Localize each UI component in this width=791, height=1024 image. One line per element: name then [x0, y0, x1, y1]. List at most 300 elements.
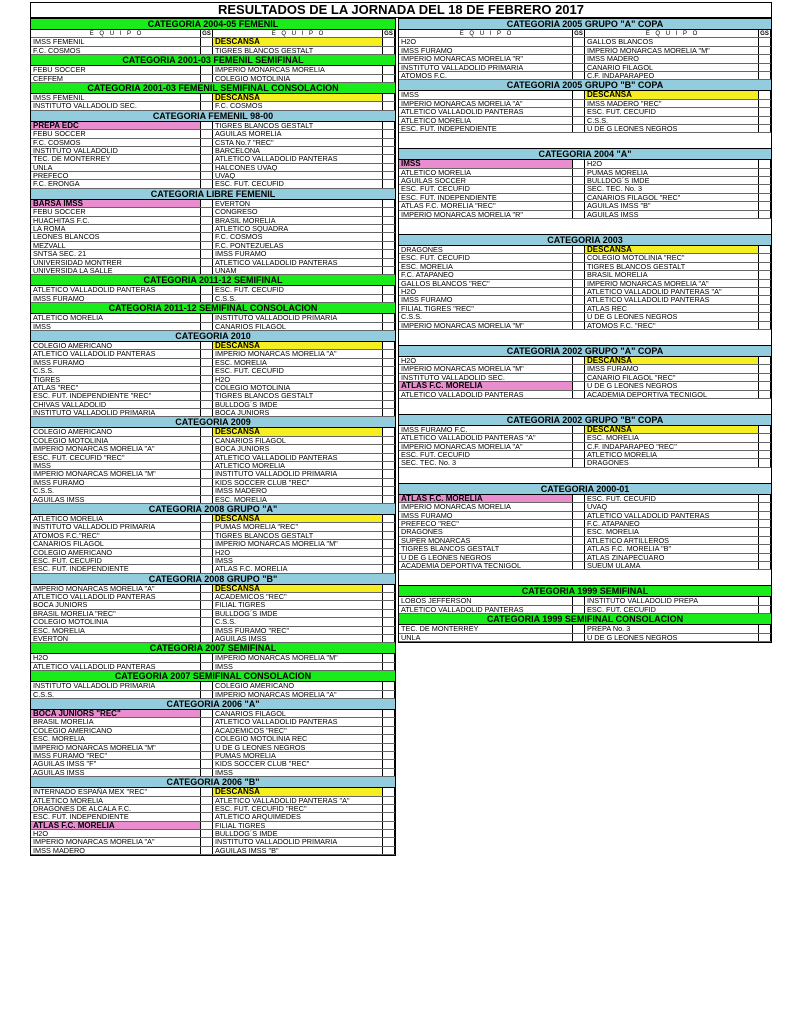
- home-team: IMSS FURAMO: [401, 296, 453, 304]
- away-team: GALLOS BLANCOS: [587, 38, 654, 46]
- goals-cell: [200, 225, 213, 232]
- goals-cell: [200, 47, 213, 54]
- away-team: ATLAS REC: [587, 304, 628, 313]
- goals-cell: [382, 663, 395, 670]
- match-row: [399, 47, 771, 55]
- goals-cell: [758, 296, 771, 303]
- goals-cell: [382, 217, 395, 224]
- goals-cell: [382, 718, 395, 725]
- match-row: [31, 752, 395, 760]
- goals-cell: [200, 155, 213, 162]
- goals-cell: [382, 532, 395, 539]
- home-team: F.C. ATAPANEO: [401, 271, 454, 279]
- goals-cell: [200, 102, 213, 109]
- match-row: [399, 554, 771, 562]
- goals-cell: [382, 267, 395, 274]
- goals-cell: [382, 286, 395, 293]
- goals-cell: [200, 208, 213, 215]
- goals-cell: [572, 202, 585, 209]
- away-team: DESCANSA: [213, 788, 382, 795]
- goals-cell: [572, 434, 585, 441]
- category-section: [399, 80, 771, 133]
- home-team: IMSS FURAMO "REC": [33, 751, 108, 760]
- match-row: [399, 263, 771, 271]
- home-team: PREPA EDC: [31, 122, 200, 129]
- goals-cell: [572, 91, 585, 98]
- home-team: FEBU SOCCER: [33, 66, 86, 74]
- match-row: [31, 259, 395, 267]
- away-team: FILIAL TIGRES: [215, 601, 266, 609]
- goals-cell: [382, 557, 395, 564]
- match-row: [31, 822, 395, 830]
- category-section: [399, 415, 771, 468]
- goals-cell: [758, 305, 771, 312]
- match-row: [31, 172, 395, 180]
- goals-cell: [758, 47, 771, 54]
- home-team: ATLETICO VALLADOLID PANTERAS: [33, 350, 156, 358]
- home-team: IMPERIO MONARCAS MORELIA "A": [33, 584, 155, 593]
- goals-cell: [382, 710, 395, 717]
- goals-cell: [200, 462, 213, 469]
- home-team: IMPERIO MONARCAS MORELIA "A": [401, 442, 523, 451]
- goals-cell: [200, 654, 213, 661]
- home-team: DRAGONES DE ALCALA F.C.: [33, 804, 132, 813]
- goals-cell: [200, 760, 213, 767]
- category-header: CATEGORIA FEMENIL 98-00: [31, 111, 395, 122]
- goals-cell: [200, 710, 213, 717]
- away-team: C.S.S.: [587, 116, 609, 124]
- goals-cell: [200, 557, 213, 564]
- home-team: ATLAS F.C. MORELIA: [399, 495, 572, 502]
- goals-cell: [382, 805, 395, 812]
- away-team: H2O: [215, 375, 231, 383]
- goals-cell: [382, 155, 395, 162]
- goals-cell: [382, 479, 395, 486]
- home-team: ATLAS F.C. MORELIA: [31, 822, 200, 829]
- match-row: [31, 267, 395, 275]
- category-header: CATEGORIA 2008 GRUPO "B": [31, 574, 395, 585]
- category-section: [31, 55, 395, 83]
- goals-cell: [382, 409, 395, 416]
- category-header: CATEGORIA 2011-12 SEMIFINAL CONSOLACION: [31, 303, 395, 314]
- home-team: BRASIL MORELIA: [33, 718, 94, 726]
- category-header: CATEGORIA 2004 "A": [399, 149, 771, 160]
- home-team: IMSS FURAMO: [33, 478, 85, 487]
- match-row: [31, 392, 395, 400]
- goals-cell: [200, 75, 213, 82]
- section-gap: [399, 570, 771, 586]
- match-row: [399, 117, 771, 125]
- goals-cell: [572, 271, 585, 278]
- goals-cell: [200, 445, 213, 452]
- goals-cell: [382, 200, 395, 207]
- home-team: ATLETICO MORELIA: [33, 514, 104, 523]
- home-team: FEBU SOCCER: [33, 130, 86, 138]
- match-row: [31, 342, 395, 350]
- away-team: IMPERIO MONARCAS MORELIA "A": [215, 690, 337, 698]
- goals-cell: [200, 376, 213, 383]
- section-gap: [399, 219, 771, 235]
- home-team: TIGRES: [33, 375, 61, 383]
- goals-cell: [200, 314, 213, 321]
- goals-cell: [382, 735, 395, 742]
- match-row: [399, 495, 771, 503]
- home-team: INSTITUTO VALLADOLID PRIMARIA: [33, 682, 156, 690]
- away-team: F.C. ATAPANEO: [587, 520, 640, 528]
- goals-cell: [200, 323, 213, 330]
- goals-cell: [382, 428, 395, 435]
- home-team: IMSS FEMENIL: [33, 38, 85, 46]
- match-row: [31, 691, 395, 699]
- home-team: AGUILAS IMSS: [33, 495, 85, 503]
- category-section: [399, 346, 771, 399]
- away-team: KIDS SOCCER CLUB "REC": [215, 478, 310, 487]
- match-row: [399, 537, 771, 545]
- goals-cell: [200, 267, 213, 274]
- goals-cell: [200, 487, 213, 494]
- goals-cell: [382, 445, 395, 452]
- goals-cell: [200, 428, 213, 435]
- goals-cell: [200, 180, 213, 187]
- match-row: [31, 323, 395, 331]
- home-team: INSTITUTO VALLADOLID PRIMARIA: [401, 63, 524, 71]
- home-team: ACADEMIA DEPORTIVA TECNIGOL: [401, 561, 522, 570]
- away-team: ATLETICO VALLADOLID PANTERAS: [215, 155, 338, 163]
- away-team: ATOMOS F.C. "REC": [587, 321, 656, 329]
- away-team: F.C. PONTEZUELAS: [215, 241, 284, 250]
- match-row: [31, 710, 395, 718]
- goals-cell: [758, 382, 771, 389]
- goals-cell: [200, 691, 213, 698]
- away-team: HALCONES UVAQ: [215, 163, 278, 172]
- goals-cell: [758, 554, 771, 561]
- goals-cell: [758, 263, 771, 270]
- goals-cell: [382, 147, 395, 154]
- match-row: [399, 254, 771, 262]
- match-row: [31, 445, 395, 453]
- away-team: ESC. FUT. CECUFID: [587, 108, 656, 116]
- away-team: ESC. MORELIA: [215, 358, 267, 367]
- goals-cell: [758, 160, 771, 167]
- home-team: ESC. FUT. INDEPENDIENTE: [401, 124, 497, 133]
- home-team: ATLETICO VALLADOLID PANTERAS: [33, 662, 156, 671]
- goals-cell: [382, 549, 395, 556]
- category-section: [399, 235, 771, 330]
- match-row: [31, 384, 395, 392]
- goals-cell: [200, 259, 213, 266]
- goals-cell: [200, 359, 213, 366]
- goals-cell: [382, 635, 395, 642]
- home-team: IMPERIO MONARCAS MORELIA "M": [401, 365, 524, 373]
- away-team: C.F. INDAPARAPEO "REC": [587, 442, 677, 451]
- goals-column-header: GS: [200, 30, 213, 37]
- goals-cell: [572, 545, 585, 552]
- goals-cell: [382, 139, 395, 146]
- home-team: ESC. FUT. INDEPENDIENTE: [33, 565, 129, 573]
- away-team: UVAQ: [587, 503, 608, 511]
- goals-cell: [382, 250, 395, 257]
- goals-cell: [382, 744, 395, 751]
- match-row: [31, 830, 395, 838]
- goals-cell: [382, 164, 395, 171]
- away-team: IMPERIO MONARCAS MORELIA "M": [587, 46, 710, 55]
- category-header: CATEGORIA 1999 SEMIFINAL: [399, 586, 771, 597]
- category-section: [399, 586, 771, 614]
- away-team: PREPA No. 3: [587, 625, 631, 633]
- goals-cell: [200, 470, 213, 477]
- match-row: [399, 503, 771, 511]
- match-row: [31, 610, 395, 618]
- goals-cell: [758, 194, 771, 201]
- category-header: CATEGORIA 2002 GRUPO "B" COPA: [399, 415, 771, 426]
- away-team: IMSS MADERO: [587, 55, 639, 63]
- home-team: UNLA: [401, 633, 421, 641]
- goals-cell: [758, 426, 771, 433]
- goals-cell: [572, 288, 585, 295]
- goals-cell: [200, 401, 213, 408]
- goals-cell: [382, 470, 395, 477]
- away-team: BRASIL MORELIA: [215, 216, 276, 225]
- home-team: AGUILAS IMSS "F": [33, 760, 97, 768]
- home-team: C.S.S.: [401, 313, 423, 321]
- goals-cell: [572, 211, 585, 218]
- match-row: [31, 663, 395, 671]
- away-team: EVERTON: [215, 199, 251, 208]
- away-team: ATLETICO ARQUIMEDES: [215, 813, 301, 821]
- away-team: ATLAS F.C. MORELIA: [215, 565, 288, 573]
- goals-cell: [382, 401, 395, 408]
- match-row: [399, 55, 771, 63]
- match-row: [399, 634, 771, 642]
- away-team: DESCANSA: [213, 94, 382, 101]
- away-team: COLEGIO MOTOLINIA: [215, 383, 291, 392]
- goals-cell: [572, 64, 585, 71]
- home-team: ESC. FUT. CECUFID "REC": [33, 453, 125, 462]
- away-team: CANARIO FILAGOL: [587, 63, 654, 71]
- away-team: DESCANSA: [585, 91, 758, 98]
- home-team: ATLETICO VALLADOLID PANTERAS: [33, 286, 156, 294]
- away-team: ATLAS F.C. MORELIA "B": [587, 545, 672, 553]
- goals-cell: [200, 735, 213, 742]
- goals-cell: [758, 125, 771, 132]
- goals-cell: [572, 443, 585, 450]
- away-team: ATLETICO VALLADOLID PANTERAS: [215, 718, 338, 726]
- goals-cell: [758, 246, 771, 253]
- category-header: CATEGORIA 2005 GRUPO "B" COPA: [399, 80, 771, 91]
- goals-cell: [572, 125, 585, 132]
- goals-cell: [572, 177, 585, 184]
- goals-cell: [200, 479, 213, 486]
- away-team: ACADEMICOS "REC": [215, 726, 287, 735]
- goals-cell: [758, 520, 771, 527]
- home-team: COLEGIO MOTOLINIA: [33, 436, 109, 445]
- goals-cell: [200, 172, 213, 179]
- goals-cell: [572, 108, 585, 115]
- home-team: INSTITUTO VALLADOLID PRIMARIA: [33, 523, 156, 531]
- match-row: [31, 565, 395, 573]
- goals-cell: [200, 242, 213, 249]
- goals-cell: [382, 618, 395, 625]
- match-row: [31, 744, 395, 752]
- home-team: UNLA: [33, 163, 53, 172]
- goals-cell: [382, 259, 395, 266]
- match-row: [399, 169, 771, 177]
- goals-cell: [572, 169, 585, 176]
- match-row: [31, 788, 395, 796]
- match-row: [399, 528, 771, 536]
- away-team: DESCANSA: [585, 246, 758, 253]
- match-row: [399, 606, 771, 614]
- goals-cell: [382, 515, 395, 522]
- goals-cell: [200, 392, 213, 399]
- goals-cell: [758, 169, 771, 176]
- away-team: ACADEMIA DEPORTIVA TECNIGOL: [587, 390, 708, 398]
- home-team: MEZVALL: [33, 241, 66, 250]
- goals-cell: [382, 496, 395, 503]
- match-row: [399, 562, 771, 570]
- match-row: [31, 454, 395, 462]
- goals-cell: [758, 185, 771, 192]
- home-team: BOCA JUNIORS "REC": [31, 710, 200, 717]
- goals-cell: [572, 365, 585, 372]
- away-team: H2O: [587, 160, 603, 168]
- match-row: [399, 194, 771, 202]
- goals-cell: [758, 211, 771, 218]
- category-header: CATEGORIA 2001-03 FEMENIL SEMIFINAL CONSOLACION: [31, 83, 395, 94]
- category-header: CATEGORIA 2009: [31, 417, 395, 428]
- goals-cell: [572, 426, 585, 433]
- home-team: ATLETICO VALLADOLID PANTERAS: [33, 593, 156, 601]
- match-row: [31, 540, 395, 548]
- away-team: ATLETICO VALLADOLID PANTERAS: [215, 453, 338, 462]
- category-section: [31, 19, 395, 55]
- match-row: [399, 160, 771, 168]
- goals-cell: [200, 496, 213, 503]
- goals-cell: [382, 342, 395, 349]
- match-row: [31, 601, 395, 609]
- away-team: PUMAS MORELIA "REC": [215, 523, 299, 531]
- category-header: CATEGORIA 2007 SEMIFINAL: [31, 643, 395, 654]
- home-team: DRAGONES: [401, 246, 443, 254]
- goals-cell: [758, 72, 771, 79]
- away-team: BULLDOG´S IMDE: [587, 177, 650, 185]
- away-team: UNAM: [215, 266, 237, 275]
- home-team: IMPERIO MONARCAS MORELIA "R": [401, 210, 523, 219]
- goals-cell: [382, 225, 395, 232]
- home-team: LEONES BLANCOS: [33, 233, 100, 241]
- goals-cell: [200, 593, 213, 600]
- match-row: [31, 250, 395, 258]
- home-team: INSTITUTO VALLADOLID: [33, 146, 118, 155]
- goals-cell: [758, 357, 771, 364]
- category-section: [31, 671, 395, 699]
- goals-cell: [758, 91, 771, 98]
- match-row: [31, 66, 395, 74]
- category-header: CATEGORIA 2007 SEMIFINAL CONSOLACION: [31, 671, 395, 682]
- goals-cell: [758, 391, 771, 398]
- away-team: CSTA No.7 "REC": [215, 138, 274, 146]
- category-section: [31, 275, 395, 303]
- goals-cell: [758, 606, 771, 613]
- goals-cell: [382, 38, 395, 45]
- goals-cell: [200, 66, 213, 73]
- away-team: INSTITUTO VALLADOLID PREPA: [587, 597, 699, 605]
- home-team: UNIVERSIDAD MONTRER: [33, 258, 122, 266]
- goals-cell: [382, 610, 395, 617]
- match-row: [399, 357, 771, 365]
- home-team: C.S.S.: [33, 690, 55, 698]
- goals-cell: [572, 459, 585, 466]
- away-team: IMSS FURAMO: [215, 250, 267, 258]
- home-team: ESC. FUT. CECUFID: [401, 451, 470, 459]
- goals-column-header: GS: [382, 30, 395, 37]
- home-team: UNIVERSIDA LA SALLE: [33, 266, 113, 275]
- section-gap: [399, 399, 771, 415]
- home-team: ATLETICO VALLADOLID PANTERAS: [401, 605, 524, 614]
- away-team: TIGRES BLANCOS GESTALT: [215, 121, 314, 130]
- home-team: H2O: [33, 830, 49, 838]
- away-team: ESC. FUT. CECUFID: [587, 605, 656, 614]
- goals-cell: [758, 459, 771, 466]
- home-team: CEFFEM: [33, 74, 63, 82]
- goals-cell: [382, 172, 395, 179]
- team-column-header: E Q U I P O: [89, 31, 144, 37]
- goals-cell: [200, 367, 213, 374]
- match-row: [399, 322, 771, 330]
- goals-cell: [200, 454, 213, 461]
- match-row: [399, 91, 771, 99]
- goals-cell: [758, 271, 771, 278]
- match-row: [31, 585, 395, 593]
- goals-cell: [200, 769, 213, 776]
- goals-cell: [382, 727, 395, 734]
- goals-cell: [758, 64, 771, 71]
- match-row: [31, 147, 395, 155]
- home-team: INSTITUTO VALLADOLID SEC.: [401, 373, 505, 382]
- away-team: PUMAS MORELIA: [587, 168, 648, 177]
- match-row: [31, 593, 395, 601]
- goals-cell: [572, 55, 585, 62]
- goals-cell: [382, 314, 395, 321]
- home-team: SNTSA SEC. 21: [33, 250, 87, 258]
- goals-cell: [200, 744, 213, 751]
- match-row: [31, 479, 395, 487]
- goals-cell: [758, 597, 771, 604]
- away-team: CANARIOS FILAGOL: [215, 322, 286, 330]
- goals-cell: [758, 117, 771, 124]
- home-team: TEC. DE MONTERREY: [33, 155, 111, 163]
- match-row: [399, 391, 771, 399]
- away-team: UVAQ: [215, 172, 236, 180]
- away-team: ATLETICO VALLADOLID PANTERAS "A": [587, 287, 722, 296]
- match-row: [31, 437, 395, 445]
- goals-cell: [758, 288, 771, 295]
- away-team: ESC. FUT. CECUFID: [215, 180, 284, 188]
- goals-cell: [758, 503, 771, 510]
- home-team: ATLETICO VALLADOLID PANTERAS: [401, 108, 524, 116]
- goals-cell: [382, 487, 395, 494]
- match-row: [399, 313, 771, 321]
- home-team: LOBOS JEFFERSON: [401, 597, 472, 605]
- match-row: [31, 139, 395, 147]
- match-row: [399, 64, 771, 72]
- category-header: CATEGORIA 2006 "A": [31, 699, 395, 710]
- match-row: [399, 625, 771, 633]
- match-row: [399, 597, 771, 605]
- team-column-header: E Q U I P O: [645, 31, 700, 37]
- home-team: ATLETICO MORELIA: [401, 168, 472, 177]
- home-team: COLEGIO AMERICANO: [33, 341, 113, 350]
